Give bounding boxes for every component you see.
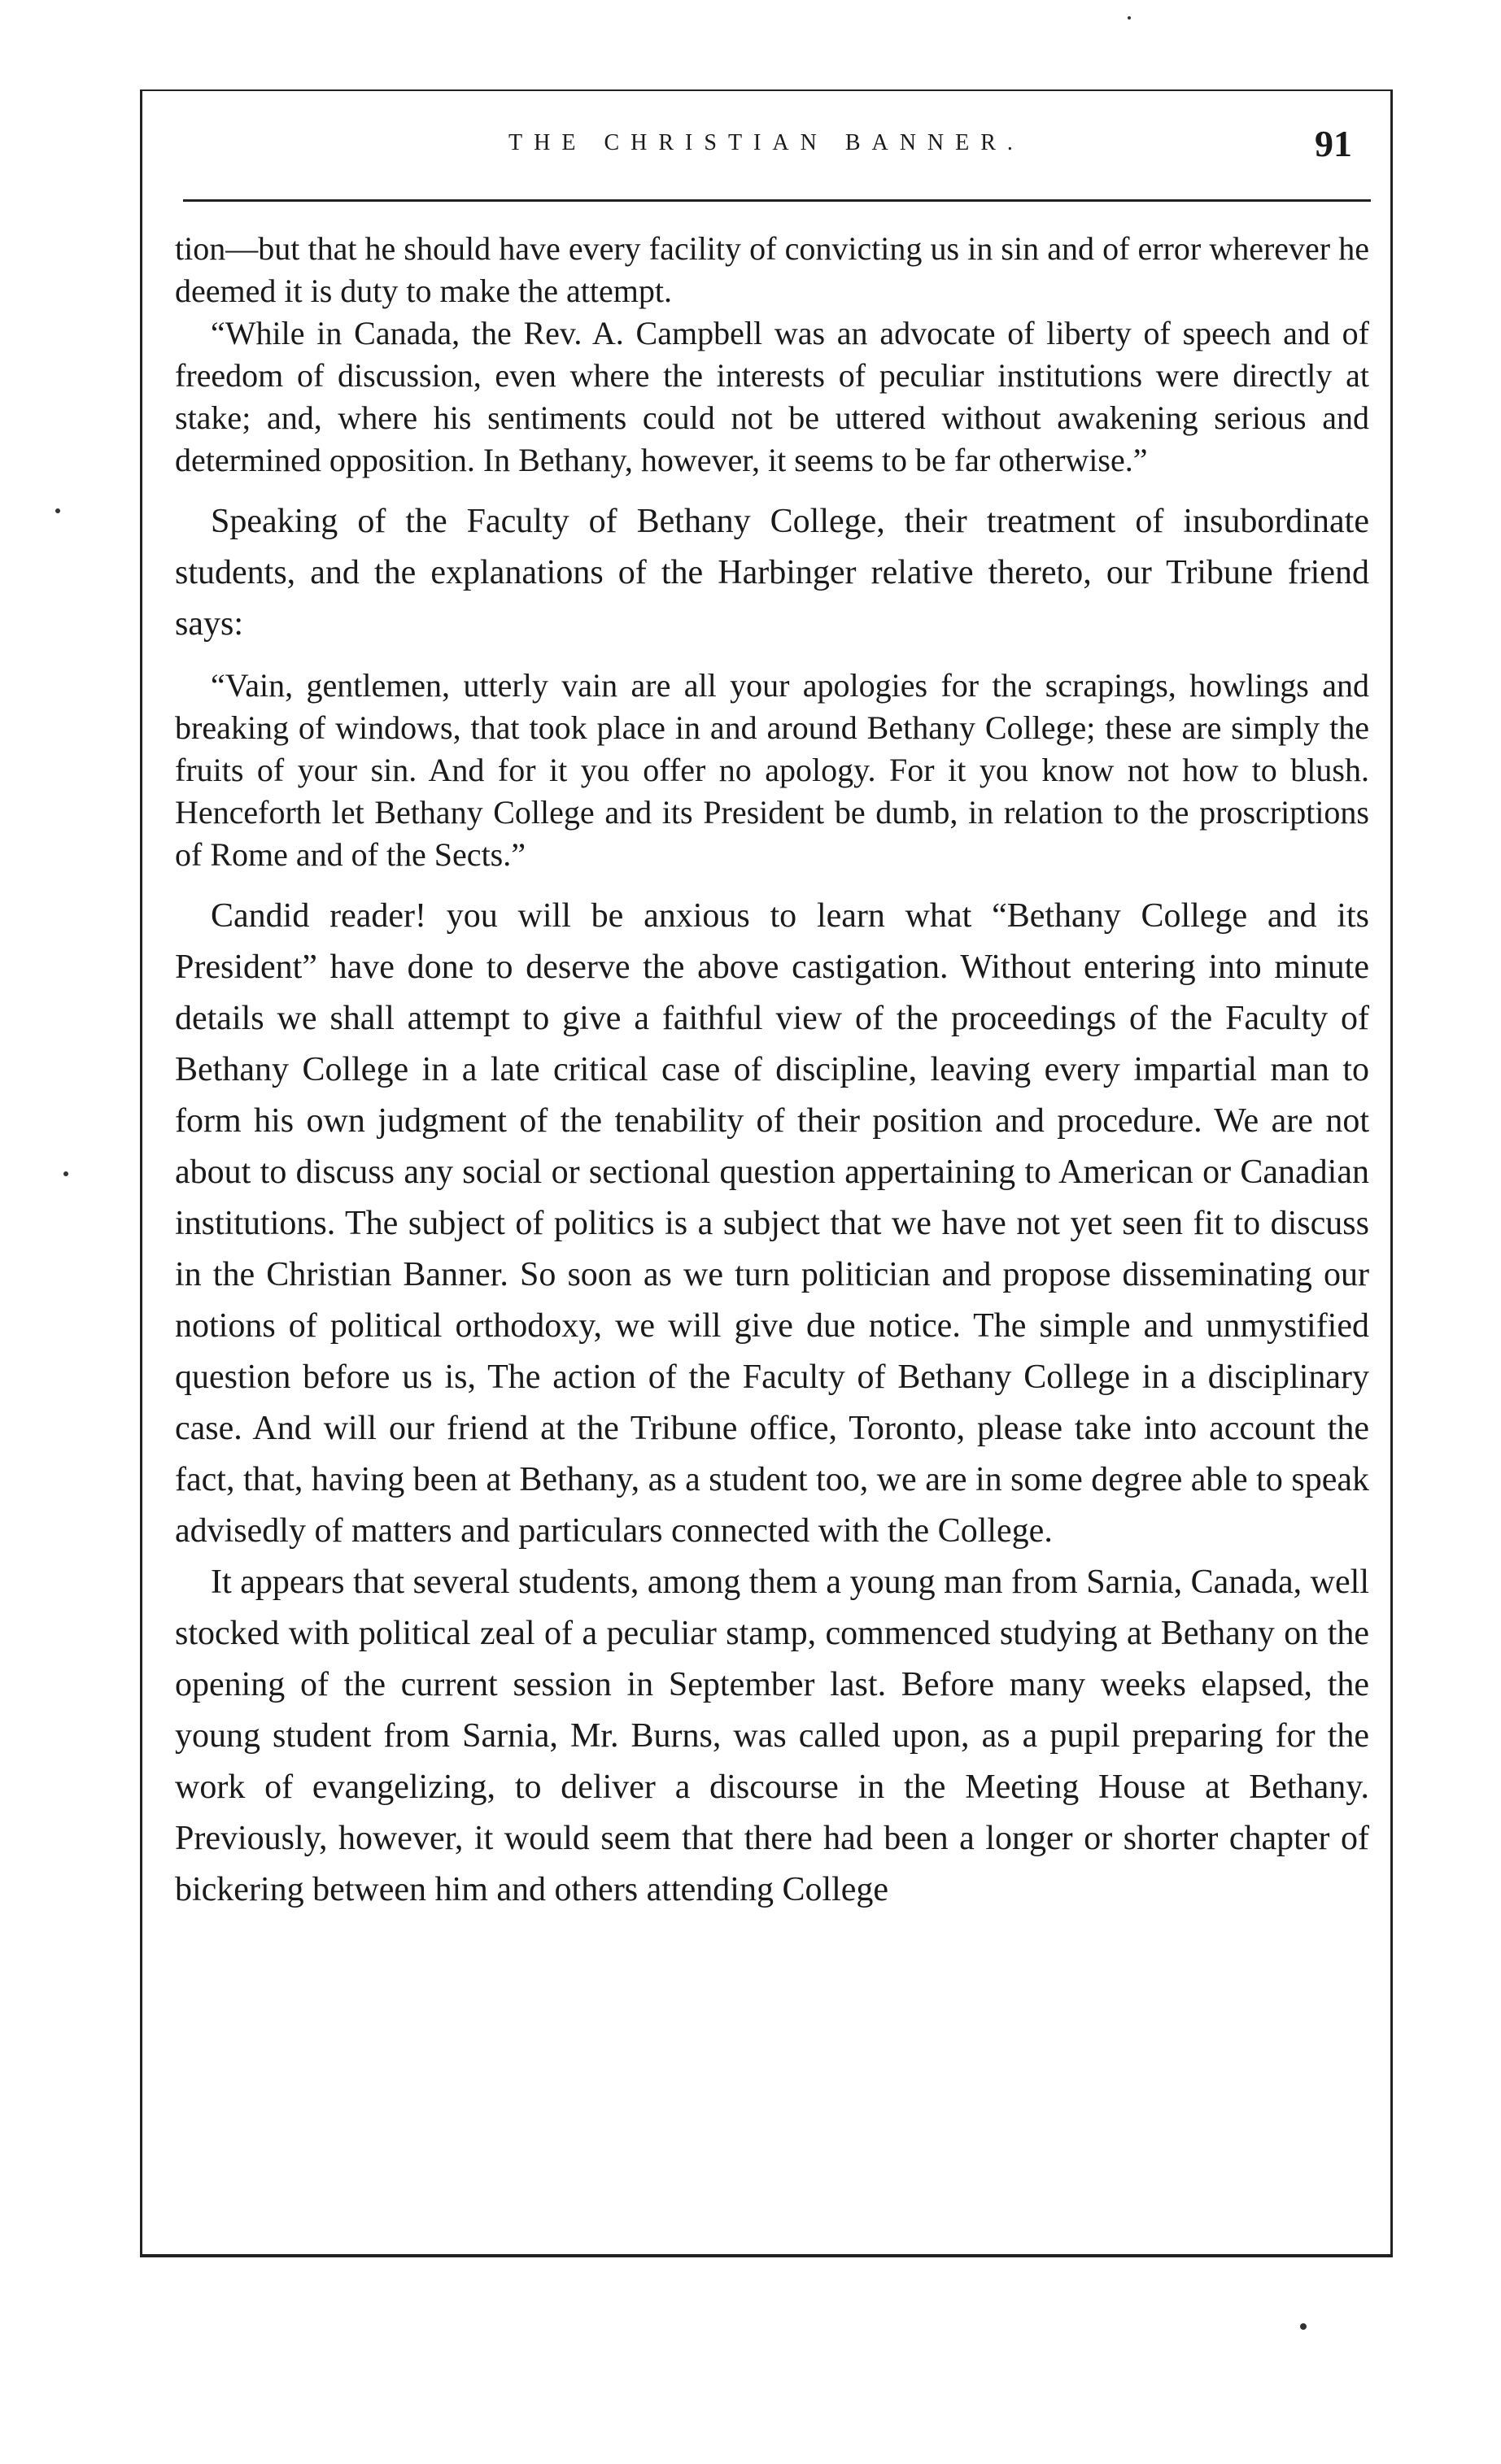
running-title: THE CHRISTIAN BANNER. (508, 130, 1024, 155)
paragraph-1: tion—but that he should have every facility of convicting us in sin and of error wherever he deemed it is duty to make the attempt. (175, 230, 1369, 309)
paragraph-5: Candid reader! you will be anxious to learn what “Bethany College and its President” have done to deserve the above castigation. Without entering into minute details we shall attempt to give a faithful view of the proceedings of the Faculty of Bethany College in a late critical case of discipline, leaving every impartial man to form his own judgment of the tenability of their position and procedure. We are not about to discuss any social or sectional question appertaining to American or Canadian institutions. The subject of politics is a subject that we have not yet seen fit to discuss in the Christian Banner. So soon as we turn politician and propose disseminating our notions of political orthodoxy, we will give due notice. The simple and unmystified question before us is, The action of the Faculty of Bethany College in a disciplinary case. And will our friend at the Tribune office, Toronto, please take into account the fact, that, having been at Bethany, as a student too, we are in some degree able to speak advisedly of matters and particulars connected with the College. (175, 897, 1369, 1550)
page-number: 91 (1315, 123, 1352, 164)
print-speck (63, 1171, 68, 1176)
paragraph-6: It appears that several students, among them a young man from Sarnia, Canada, well stocked with political zeal of a peculiar stamp, commenced studying at Bethany on the opening of the current session in September last. Before many weeks elapsed, the young student from Sarnia, Mr. Burns, was called upon, as a pupil preparing for the work of evangelizing, to deliver a discourse in the Meeting House at Bethany. Previously, however, it would seem that there had been a longer or shorter chapter of bickering between him and others attending College (175, 1563, 1369, 1908)
paragraph-4-quotation: “Vain, gentlemen, utterly vain are all your apologies for the scrapings, howlings and breaking of windows, that took place in and around Bethany College; these are simply the fruits of your sin. And for it you offer no apology. For it you know not how to blush. Henceforth let Bethany College and its President be dumb, in relation to the proscriptions of Rome and of the Sects.” (175, 667, 1369, 873)
print-speck (55, 508, 60, 513)
page-header (140, 122, 1393, 171)
body-text (175, 228, 1369, 1916)
paragraph-2: “While in Canada, the Rev. A. Campbell was an advocate of liberty of speech and of freedom of discussion, even where the interests of peculiar institutions were directly at stake; and, where his sentiments could not be uttered without awakening serious and determined opposition. In Bethany, however, it seems to be far otherwise.” (175, 315, 1369, 478)
paragraph-3: Speaking of the Faculty of Bethany College, their treatment of insubordinate students, and the explanations of the Harbinger relative thereto, our Tribune friend says: (175, 503, 1369, 643)
header-rule (183, 199, 1371, 202)
print-speck (1300, 2323, 1307, 2330)
print-speck (1128, 16, 1131, 20)
